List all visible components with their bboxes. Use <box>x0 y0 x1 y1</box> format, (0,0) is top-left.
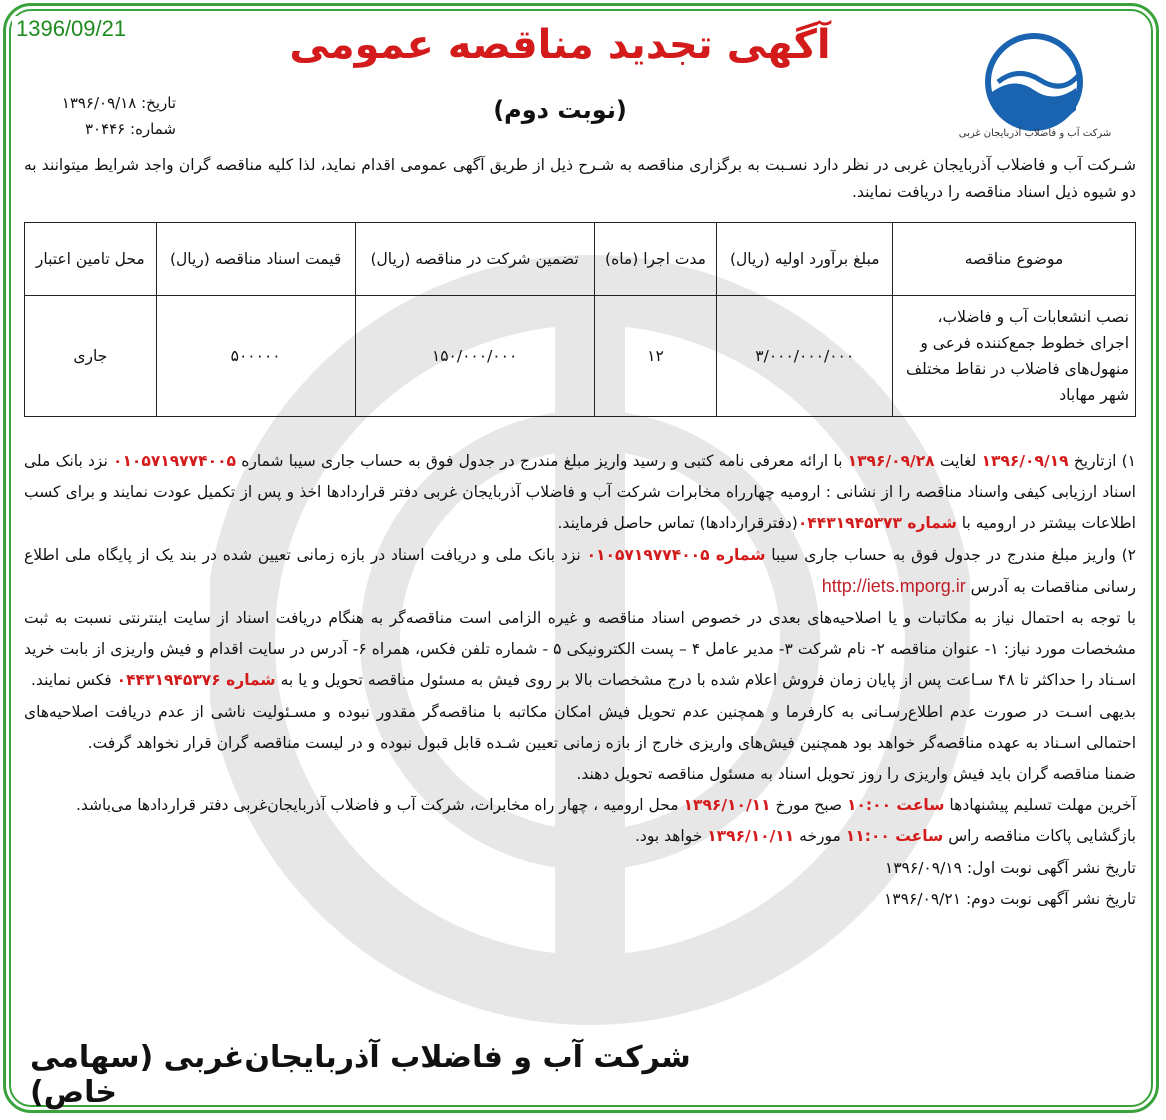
p6-text-a: آخرین مهلت تسلیم پیشنهادها <box>944 796 1136 815</box>
paragraph-7 <box>24 821 1136 852</box>
notice-meta <box>26 90 176 142</box>
p1-date-from: ۱۳۹۶/۰۹/۱۹ <box>981 452 1069 470</box>
page-subtitle: (نوبت دوم) <box>493 96 627 124</box>
paragraph-6 <box>24 790 1136 821</box>
notice-date: تاریخ: ۱۳۹۶/۰۹/۱۸ <box>61 94 176 112</box>
p7-text-b: مورخه <box>794 827 846 846</box>
cell-guarantee: ۱۵۰/۰۰۰/۰۰۰ <box>355 296 594 417</box>
p1-text-b: لغایت <box>934 452 982 470</box>
cell-duration: ۱۲ <box>594 296 717 417</box>
p3-fax: شماره ۰۴۴۳۱۹۴۵۳۷۶ <box>116 671 276 690</box>
p2-text-b: نزد بانک ملی و دریافت اسناد در بازه زمانی تعیین شده در بند یک از پایگاه ملی اطلاع رسانی مناقصات به آدرس <box>24 545 1136 596</box>
p7-text-c: خواهد بود. <box>635 827 708 846</box>
p1-text-e: (دفترقراردادها) تماس حاصل فرمایند. <box>557 514 798 533</box>
p7-text-a: بازگشایی پاکات مناقصه راس <box>943 827 1136 846</box>
p1-text-d: نزد بانک ملی اسناد ارزیابی کیفی واسناد مناقصه را از نشانی : ارومیه چهارراه مخابرات شرکت آب و فاضلاب آذربایجان غربی دفتر قراردادها اخذ و پس از تکمیل عودت نمایند و برای کسب اطلاعات بیشتر در ارومیه با <box>24 452 1136 533</box>
p1-date-to: ۱۳۹۶/۰۹/۲۸ <box>847 452 935 470</box>
cell-doc-price: ۵۰۰۰۰۰ <box>156 296 355 417</box>
notice-body <box>24 446 1136 915</box>
table-row <box>25 296 1136 417</box>
p2-text-a: ۲) واریز مبلغ مندرج در جدول فوق به حساب جاری سیبا <box>765 545 1136 564</box>
page-title: آگهی تجدید مناقصه عمومی <box>289 22 831 68</box>
table-header-row <box>25 223 1136 296</box>
p1-text-a: ۱) ازتاریخ <box>1068 452 1136 470</box>
p6-time: ساعت ۱۰:۰۰ <box>846 796 945 815</box>
stamp-date: 1396/09/21 <box>12 16 130 42</box>
col-estimate: مبلغ برآورد اولیه (ریال) <box>717 223 893 296</box>
p3-text-a: با توجه به احتمال نیاز به مکاتبات و یا اصلاحیه‌های بعدی در خصوص اسناد مناقصه و غیره الزامی است مناقصه‌گر به هنگام دریافت اسناد از سایت اینترنتی نسبت به ثبت مشخصات مورد نیاز: ۱- عنوان مناقصه ۲- نام شرکت ۳- مدیر عامل ۴ – پست الکترونیکی ۵ - شماره تلفن فکس، همراه ۶- آدرس در سایت اقدام و فیش واریزی از بابت خرید اسـناد را حداکثر تا ۴۸ سـاعت پس از پایان زمان فروش اعلام شده با درج مشخصات بالا بر روی فیش به مسئول مناقصه تحویل و یا به <box>24 609 1136 690</box>
paragraph-3 <box>24 603 1136 697</box>
col-subject: موضوع مناقصه <box>893 223 1136 296</box>
p6-text-c: محل ارومیه ، چهار راه مخابرات، شرکت آب و فاضلاب آذربایجان‌غربی دفتر قراردادها می‌باشد. <box>75 796 684 815</box>
p2-account: شماره ۰۱۰۵۷۱۹۷۷۴۰۰۵ <box>586 545 766 564</box>
p1-phone: شماره ۰۴۴۳۱۹۴۵۳۷۳ <box>797 514 957 533</box>
paragraph-second-publish: تاریخ نشر آگهی نوبت دوم: ۱۳۹۶/۰۹/۲۱ <box>883 889 1136 908</box>
p1-account: ۰۱۰۵۷۱۹۷۷۴۰۰۵ <box>113 452 236 470</box>
p7-date: ۱۳۹۶/۱۰/۱۱ <box>707 827 795 846</box>
col-funding: محل تامین اعتبار <box>25 223 157 296</box>
col-duration: مدت اجرا (ماه) <box>594 223 717 296</box>
col-guarantee: تضمین شرکت در مناقصه (ریال) <box>355 223 594 296</box>
paragraph-5: ضمنا مناقصه گران باید فیش واریزی را روز تحویل اسناد به مسئول مناقصه تحویل دهند. <box>576 765 1136 784</box>
tender-portal-link[interactable]: http://iets.mporg.ir <box>821 575 966 596</box>
logo-caption: شرکت آب و فاضلاب آذربایجان غربی <box>958 128 1112 139</box>
paragraph-2 <box>24 540 1136 603</box>
p6-date: ۱۳۹۶/۱۰/۱۱ <box>683 796 771 815</box>
notice-number: شماره: ۳۰۴۴۶ <box>84 120 176 138</box>
col-doc-price: قیمت اسناد مناقصه (ریال) <box>156 223 355 296</box>
paragraph-1 <box>24 446 1136 540</box>
paragraph-first-publish: تاریخ نشر آگهی نوبت اول: ۱۳۹۶/۰۹/۱۹ <box>884 858 1136 877</box>
p7-time: ساعت ۱۱:۰۰ <box>845 827 944 846</box>
p1-text-c: با ارائه معرفی نامه کتبی و رسید واریز مبلغ مندرج در جدول فوق به حساب جاری سیبا شماره <box>236 452 848 470</box>
cell-estimate: ۳/۰۰۰/۰۰۰/۰۰۰ <box>717 296 893 417</box>
tender-table <box>24 222 1136 417</box>
cell-funding: جاری <box>25 296 157 417</box>
p6-text-b: صبح مورخ <box>770 796 847 815</box>
intro-paragraph: شـرکت آب و فاضلاب آذربایجان غربی در نظر دارد نسـبت به برگزاری مناقصه به شـرح ذیل از طریق آگهی عمومی اقدام نماید، لذا کلیه مناقصه گران واجد شرایط میتوانند به دو شیوه ذیل اسناد مناقصه را دریافت نمایند. <box>24 156 1136 201</box>
paragraph-4: بدیهی اسـت در صورت عدم اطلاع‌رسـانی به کارفرما و همچنین عدم تحویل فیش امکان مکاتبه با مناقصه‌گر مقدور نبوده و مسـئولیت ناشی از عدم دریافت اصلاحیه‌های احتمالی اسـناد به عهده مناقصه‌گر خواهد بود همچنین فیش‌های واریزی خارج از بازه زمانی تعیین شـده قابل قبول نبوده و در لیست مناقصه گران قرار نخواهد گرفت. <box>24 702 1136 752</box>
footer-company-name: شرکت آب و فاضلاب آذربایجان‌غربی (سهامی خاص) <box>30 1040 691 1110</box>
cell-subject: نصب انشعابات آب و فاضلاب، اجرای خطوط جمع‌کننده فرعی و منهول‌های فاضلاب در نقاط مختلف شهر مهاباد <box>893 296 1136 417</box>
p3-text-b: فکس نمایند. <box>31 671 117 690</box>
